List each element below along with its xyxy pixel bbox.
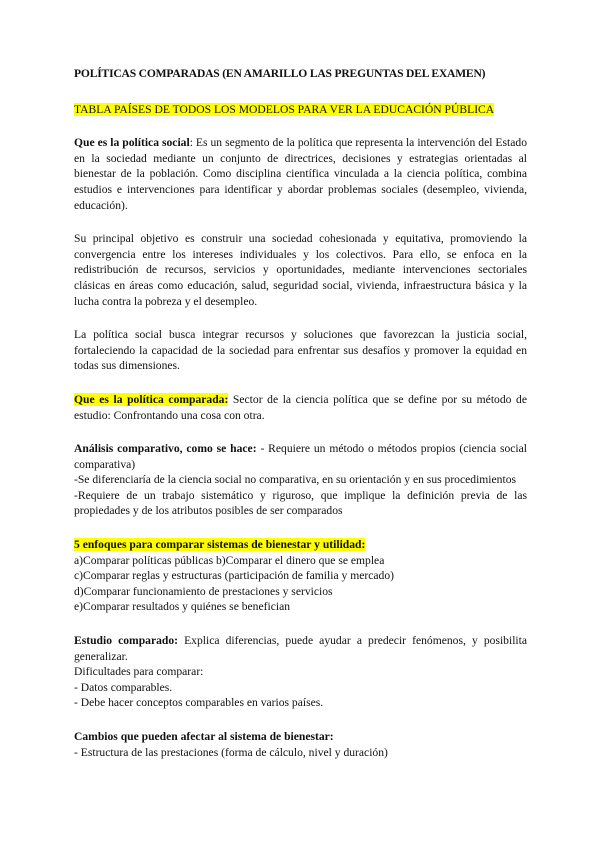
term-cambios: Cambios que pueden afectar al sistema de bienestar: [74, 730, 334, 743]
paragraph-politica-comparada [74, 392, 527, 423]
paragraph-objetivo: Su principal objetivo es construir una sociedad cohesionada y equitativa, promoviendo la convergencia entre los intereses individuales y los colectivos. Para ello, se enfoca en la redistribución de recursos, servicios y oportunidades, mediante intervenciones sectoriales clásicas en áreas como educación, salud, seguridad social, vivienda, infraestructura básica y la lucha contra la pobreza y el desempleo. [74, 232, 527, 308]
cambio-item: - Estructura de las prestaciones (forma de cálculo, nivel y duración) [74, 745, 388, 759]
paragraph-politica-social [74, 135, 527, 213]
term-analisis-comparativo: Análisis comparativo, como se hace: [74, 442, 257, 456]
dificultad-item: - Datos comparables. [74, 680, 173, 694]
dificultades-label: Dificultades para comparar: [74, 665, 204, 679]
estudio-comparado-text: Explica diferencias, puede ayudar a predecir fenómenos, y posibilita generalizar. [74, 634, 527, 663]
paragraph-enfoques [74, 537, 527, 615]
paragraph-justicia-social: La política social busca integrar recursos y soluciones que favorezcan la justicia social, fortaleciendo la capacidad de la sociedad para enfrentar sus desafíos y promover la equidad en todas sus dimensiones. [74, 328, 527, 373]
paragraph-politica-social-text: : Es un segmento de la política que representa la intervención del Estado en la sociedad mediante un conjunto de directrices, decisiones y estrategias orientadas al bienestar de la población. Como disciplina científica vinculada a la ciencia política, combina estudios e intervenciones para identificar y abordar problemas sociales (desempleo, vivienda, educación). [74, 136, 527, 212]
document-page [74, 66, 527, 760]
table-note-highlight: TABLA PAÍSES DE TODOS LOS MODELOS PARA VER LA EDUCACIÓN PÚBLICA [74, 102, 495, 116]
enfoque-item: a)Comparar políticas públicas b)Comparar el dinero que se emplea [74, 553, 385, 567]
analisis-line-3: -Requiere de un trabajo sistemático y riguroso, que implique la definición previa de las propiedades y de los atributos posibles de ser comparados [74, 488, 527, 518]
paragraph-cambios [74, 729, 527, 760]
document-title: POLÍTICAS COMPARADAS (EN AMARILLO LAS PREGUNTAS DEL EXAMEN) [74, 67, 486, 80]
term-politica-comparada: Que es la política comparada: [74, 392, 229, 406]
enfoque-item: e)Comparar resultados y quiénes se benefician [74, 600, 291, 614]
term-enfoques: 5 enfoques para comparar sistemas de bienestar y utilidad: [74, 538, 366, 552]
dificultad-item: - Debe hacer conceptos comparables en varios países. [74, 696, 324, 710]
analisis-line-2: -Se diferenciaría de la ciencia social no comparativa, en su orientación y en sus procedimientos [74, 473, 517, 487]
enfoque-item: d)Comparar funcionamiento de prestaciones y servicios [74, 584, 333, 598]
enfoque-item: c)Comparar reglas y estructuras (participación de familia y mercado) [74, 569, 394, 583]
analisis-line-1: - Requiere un método o métodos propios (ciencia social comparativa) [74, 442, 527, 471]
paragraph-politica-comparada-text: Sector de la ciencia política que se define por su método de estudio: Confrontando una cosa con otra. [74, 392, 527, 422]
term-estudio-comparado: Estudio comparado: [74, 634, 178, 648]
table-note [74, 102, 527, 118]
paragraph-analisis-comparativo [74, 441, 527, 519]
paragraph-estudio-comparado [74, 633, 527, 711]
term-politica-social: Que es la política social [74, 136, 190, 150]
